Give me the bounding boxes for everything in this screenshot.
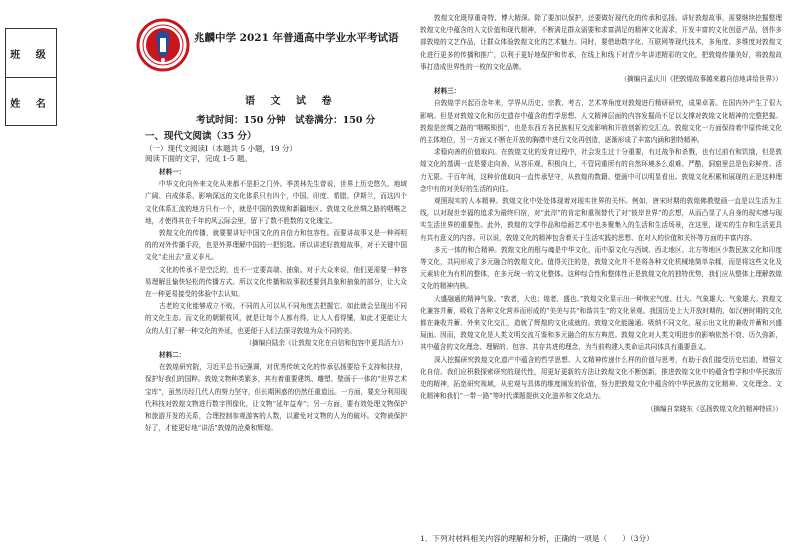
exam-title: 语 文 试 卷 <box>245 96 338 107</box>
paragraph: 深入挖掘研究敦煌文化遗产中蕴含的哲学思想、人文精神传递什么样的价值与思考，有助于我们接受历史启迪，增强文化自信。我们应积极探索研究的现代性，用更好更新的方法让敦煌文化不断创新，推进敦煌文化中的蕴含哲学和中华民族历史的精神，拓宽研究视域，从宏观与具体的维度阐发的价值，努力把敦煌文化中蕴含的中华民族的文化精神、文化理念、文化精神和我们“一带一路”等时代课题提供文化滋养和文化动力。 <box>420 355 782 401</box>
material-heading: 材料三： <box>434 87 461 96</box>
material-heading: 材料二： <box>159 351 186 360</box>
source-citation: （摘编自栾晓东《弘扬敦煌文化的精神特质》） <box>646 404 782 413</box>
paragraph: 敦煌文化的传播，就要要讲好中国文化的自信力和包容性。而要讲故事又是一种再明的的对外传播手段，也是外界理解中国的一把钥匙。所以讲述好敦煌故事，对于关键中国文化“走出去”意义非凡。 <box>145 229 407 262</box>
paragraph: 中华文化向外来文化从来都不是拒之门外。季羡林先生曾说，世界上历史悠久、地域广阔、自成体系、影响深远的文化体系只有四个，中国、印度、希腊、伊斯兰，而这四个文化体系汇流的地方只有一个，就是中国的敦煌和新疆地区。敦煌文化丝绸之路的咽喉之地，才使得其在千年的风云际会里，留下了数不胜数的文化瑰宝。 <box>145 180 407 225</box>
paragraph: 文化的传承不是空泛的，也不一定要高端、抽象。对于大众来说，他们更需要一种容易理解且愉快轻松的传播方式。所以文化传播和故事叙述要到具象和抽象的部分，让大众在一种更易接受的体验中去认知。 <box>145 265 407 299</box>
right-column <box>420 12 782 415</box>
subsection-title: （一）现代文阅读Ⅰ（本题共 5 小题，19 分） <box>145 144 297 153</box>
paragraph: 敦煌文化既厚重奇特、博大精深。除了要加以保护，还要做好现代化的传承和弘扬。讲好敦煌故事，需要继续挖掘整理敦煌文化中蕴含的人文价值和现代精神，不断满足群众需要和求富满足的精神文化需求，开发丰富的文化创意产品，创作多部敦煌的文艺作品，让群众体验敦煌文化的艺术魅力。同时，要借助数字化、互联网等现代技术，多角度、多维度对敦煌文化进行更多的传播和推广，以利于更好地保护和传承，在线上和线下对青少年讲述精彩的文化，把敦煌传播美好，将敦煌故事打造成世界性的一枚的文化品牌。 <box>420 14 782 71</box>
school-title: 兆麟中学 2021 年普通高中学业水平考试语 <box>194 32 399 44</box>
paragraph: 古老的文化能够成立不败，不同的人可以从不同角度去把握它，如此就会呈现出不同的文化生态。而文化的朝繁枝风，就是让每个人都有得，让人人看得懂，如此才更能让大众的人们了解一种文化的外延，也更便于人们去探寻敦煌为众不同的美。 <box>145 302 407 335</box>
paragraph: 大盛融通的精神气象。“敦者，大也；煌者，盛也。”敦煌文化显示出一种恢宏气度、壮大、气象雄大、气象雄大。敦煌文化兼容并蓄，吸收了各种文化营养而形成的“美美与共”和谐共生”的文化景观。我国历史上大开放时期的，如汉唐时期的文化都在兼收并蓄、外来文化交汇，造就了辉煌的文化成就的。敦煌文化能融通、吸纳不同文化，展示出文化的兼收并蓄和兴盛局面。因而，敦煌文化是人类文明交流互鉴和多元融合的东方典范。敦煌文化对人类文明进步的影响依然不衰、历久弥新，其中蕴含的文化理念、理解的、包容、共存共进的理念，为当前构建人类命运共同体具有重要意义。 <box>420 294 782 352</box>
left-column <box>145 166 407 434</box>
paragraph: 在敦煌研究院，习近平总书记强调，对优秀传统文化的传承弘扬要给予支持和扶持，保护好我们的国粹。敦煌文物种类繁多，其有着重要建筑、雕塑、壁画于一体的“世界艺术宝库”，虽然历经几代人的努力坚守，但长期困惑的仍然任重道远。一方面，要充分利用现代科技对敦煌文物进行数字图像化，让文物“延年益寿”；另一方面，要有效处理文物保护和旅游开发的关系，合理控制参观游客的人数，以避免对文物的人为的破坏。文物被保护好了，才能更好地“讲活”敦煌的沧桑和辉煌。 <box>145 363 407 433</box>
paragraph: 自敦煌学兴起百余年来，学界从历史、宗教、考古、艺术等角度对敦煌进行精研研究，成果卓著。在国内外产生了很大影响。但是对敦煌文化和历史遗存中蕴含的哲学思想、人文精神层面的内容发掘尚不足以支撑对敦煌文化精神的完整把握。敦煌是丝绸之路的“咽喉锁钥”，也是东西方各民族相互交流影响和开放创新的交汇点。敦煌文化一方面保持着中原传统文化的主体地位，另一方面又不断在开放的胸襟中进行文化再创造，逐渐形成了丰富内涵和独特精神。 <box>420 99 782 145</box>
source-citation: （摘编自孟庆川《把敦煌故事越来越自信地讲给世界》） <box>620 75 782 84</box>
exam-info: 考试时间：150 分钟 试卷满分：150 分 <box>196 115 376 126</box>
instruction: 阅读下面的文字，完成 1-5 题。 <box>145 154 252 163</box>
paragraph: 多元一体的和合精神。敦煌文化的根与魂是中华文化，而中原文化与西域、西北地区、北方等地区少数民族文化和印度等文化，共同形成了多元融合的敦煌文化。值得关注的是，敦煌文化并不是将各种文化机械地简单杂糅，而是将这些文化及元素转化为有机的整体，在多元统一的文化整体。这种综合性和整体性正是敦煌文化的独特优势，我们应从整体上理解敦煌文化的精神内核。 <box>420 245 782 291</box>
class-label: 班 级 <box>10 49 52 61</box>
binding-box <box>5 28 57 126</box>
section-title: 一、现代文阅读（35 分） <box>145 131 257 142</box>
name-label: 姓 名 <box>6 77 56 126</box>
question-1: 1．下列对材料相关内容的理解和分析，正确的一项是（ ）（3分） <box>420 534 654 543</box>
school-logo-icon <box>136 18 190 72</box>
material-heading: 材料一： <box>159 168 186 176</box>
paragraph: 观照现实的人本精神。敦煌文化中处处体现着对现实世界的关怀。例如，唐宋时期的敦煌佛教壁画一直是以生活为主线，以对现世幸福的追求为最终归宿，对“此岸”的肯定和重视替代了对“彼岸世界”的玄想，从而凸显了人自身的现实感与现实生活世界的重要性。此外，敦煌的文学作品和绘画艺术中也多聚集入的生活和生活场景，在这里，现实的生存和生活更具有共有意义的内容。可以说，敦煌文化的精神包含着关于生活实践的思想、在对人的价值和关怀等方面的丰富内容。 <box>420 197 782 242</box>
source-citation: （摘编自陆余《让敦煌文化在自信和包容中更具活力》） <box>245 338 407 347</box>
paragraph: 求稳向善的价值取向。在敦煌文化的发育过程中，社会发生过十分重要，有过战争和杀戮，也有过前有和饥饿，但是敦煌文化的基调一直是要走向善、从容乐观、积极向上，不管同重所有的自然环境多么艰难、严酷，洞窟里总是色彩鲜亮、活力无限。千百年间，这种价值取向一直传承坚守，从敦煌的数籍、壁画中可以明显看出。敦煌文化积累和展现的正是这种理念中有的对美好的生活的向往。 <box>420 148 782 193</box>
